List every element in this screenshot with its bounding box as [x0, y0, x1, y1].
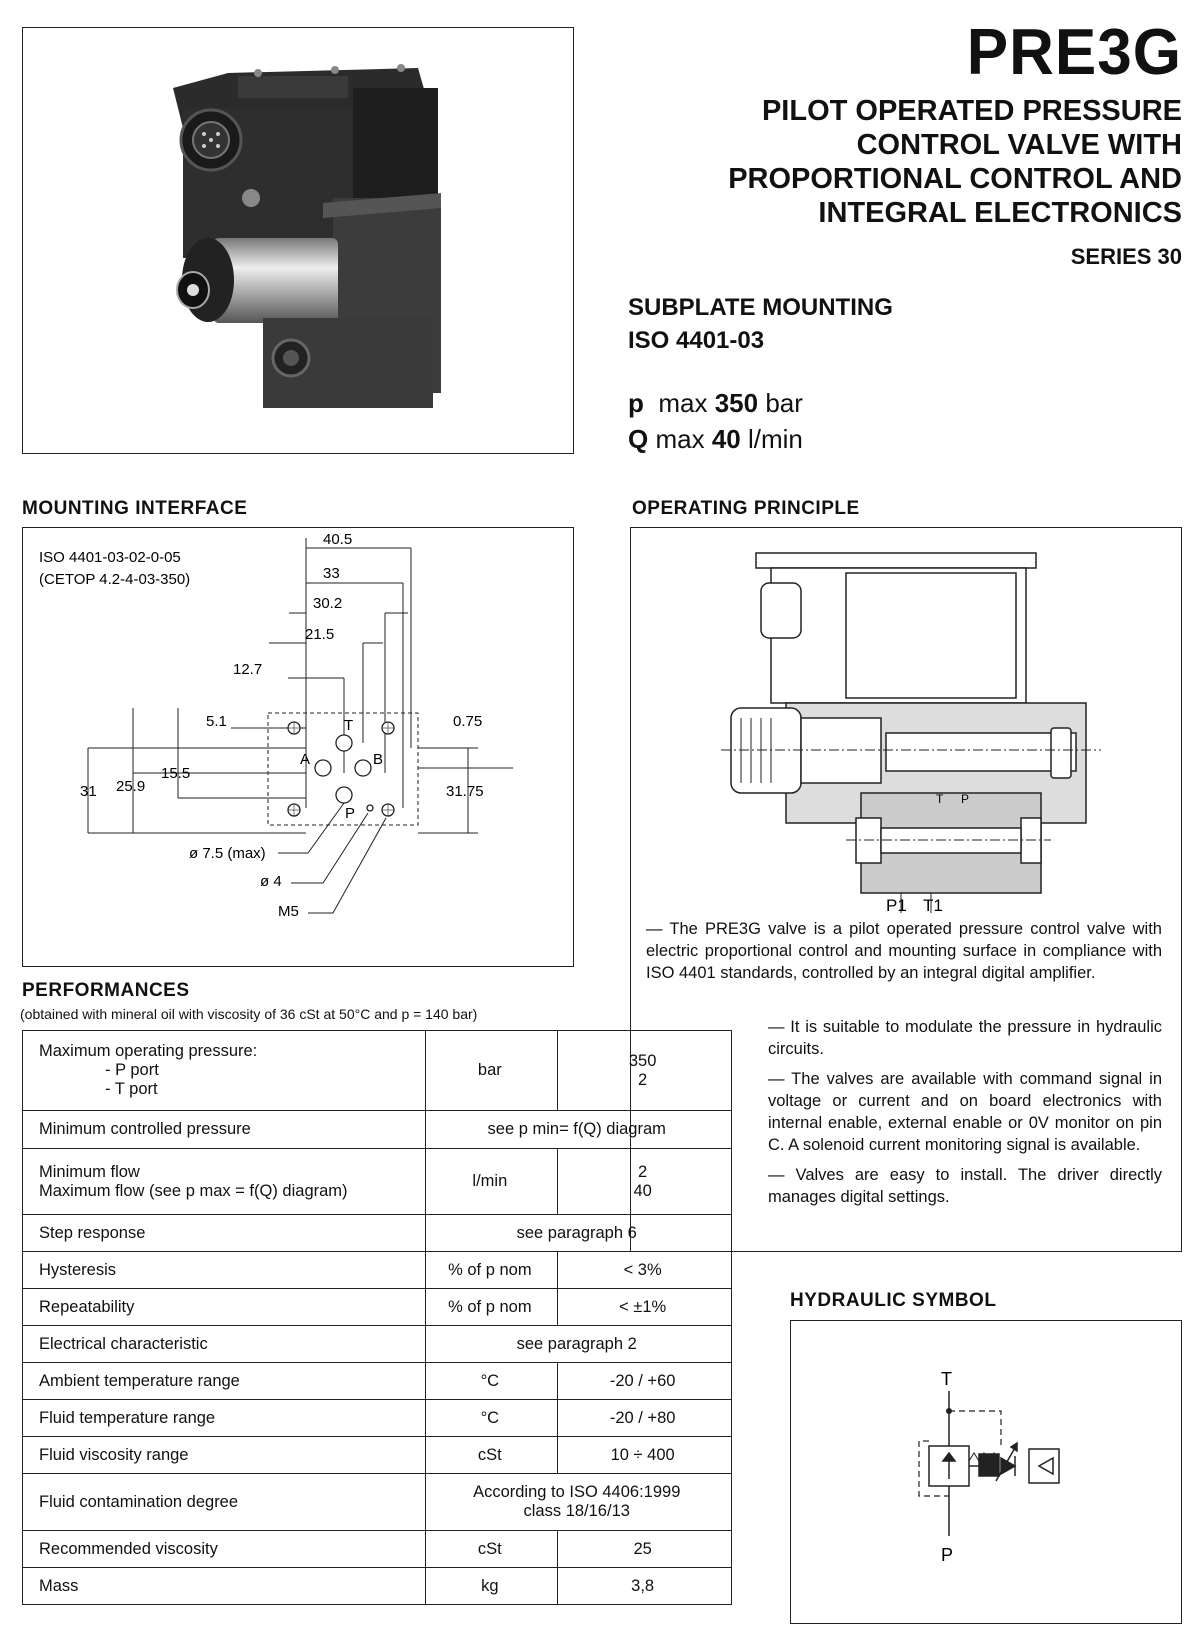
q-prefix: max	[655, 424, 705, 454]
row-unit: l/min	[426, 1149, 558, 1215]
dim-label: 25.9	[116, 778, 146, 795]
port-p-label: P	[345, 805, 356, 822]
row-value: < 3%	[558, 1252, 732, 1289]
row-label: Fluid contamination degree	[23, 1474, 426, 1531]
row-unit: °C	[426, 1363, 558, 1400]
q-symbol: Q	[628, 424, 649, 454]
row-value	[558, 1031, 732, 1111]
symbol-t-label: T	[941, 1369, 952, 1389]
dim-label: 31.75	[446, 783, 484, 800]
table-row	[23, 1326, 732, 1363]
valve-photo	[23, 28, 572, 452]
port-b-label: B	[373, 751, 384, 768]
port-p1-label: P1	[886, 896, 907, 915]
operating-principle-title: OPERATING PRINCIPLE	[632, 498, 860, 519]
port-t-label: T	[344, 717, 354, 734]
row-label: Fluid viscosity range	[23, 1437, 426, 1474]
row-unit: cSt	[426, 1531, 558, 1568]
pilot-p-label: P	[961, 792, 970, 806]
port-a-label: A	[300, 751, 311, 768]
series-label: SERIES 30	[1070, 244, 1182, 269]
hydraulic-symbol-frame	[790, 1320, 1182, 1624]
hydraulic-symbol-drawing	[791, 1321, 1180, 1622]
row-value-line: 2	[638, 1162, 648, 1181]
callout-thread: M5	[278, 903, 299, 920]
row-merged-value	[426, 1474, 732, 1531]
table-row	[23, 1289, 732, 1326]
table-row	[23, 1031, 732, 1111]
product-subtitle	[622, 94, 1182, 230]
dim-label: 31	[80, 783, 97, 800]
row-label: Recommended viscosity	[23, 1531, 426, 1568]
row-value: 10 ÷ 400	[558, 1437, 732, 1474]
table-row	[23, 1474, 732, 1531]
row-unit: % of p nom	[426, 1252, 558, 1289]
dim-label: 40.5	[323, 531, 353, 548]
product-photo-frame	[22, 27, 574, 454]
row-label-line: Maximum operating pressure:	[39, 1042, 258, 1060]
row-value: < ±1%	[558, 1289, 732, 1326]
row-unit: kg	[426, 1568, 558, 1605]
performances-note: (obtained with mineral oil with viscosity of 36 cSt at 50°C and p = 140 bar)	[20, 1006, 478, 1022]
performances-table	[22, 1030, 732, 1605]
row-label: Repeatability	[23, 1289, 426, 1326]
description-continued	[768, 1016, 1162, 1216]
row-unit: cSt	[426, 1437, 558, 1474]
row-unit: bar	[426, 1031, 558, 1111]
dim-label: 12.7	[233, 661, 263, 678]
description-paragraph: — It is suitable to modulate the pressure in hydraulic circuits.	[768, 1018, 1162, 1058]
p-value: 350	[714, 388, 759, 418]
row-value: -20 / +80	[558, 1400, 732, 1437]
product-model: PRE3G	[966, 16, 1182, 89]
mounting-standard: ISO 4401-03	[628, 327, 765, 354]
mounting-interface-title: MOUNTING INTERFACE	[22, 498, 248, 519]
std-code: ISO 4401-03-02-0-05	[39, 549, 181, 566]
flow-spec	[628, 424, 803, 455]
mounting-type: SUBPLATE MOUNTING	[628, 294, 893, 321]
q-value: 40	[711, 424, 741, 454]
subtitle-line: PILOT OPERATED PRESSURE	[761, 95, 1182, 127]
row-label: Minimum controlled pressure	[23, 1111, 426, 1149]
row-value-line: According to ISO 4406:1999	[473, 1483, 681, 1501]
description	[646, 918, 1162, 992]
table-row	[23, 1363, 732, 1400]
p-unit: bar	[765, 388, 803, 418]
row-label-line: - T port	[105, 1080, 158, 1098]
row-value-line: 350	[628, 1051, 657, 1070]
row-value-line: 2	[638, 1070, 648, 1089]
dim-label: 30.2	[313, 595, 343, 612]
table-row	[23, 1215, 732, 1252]
subtitle-line: INTEGRAL ELECTRONICS	[818, 197, 1182, 229]
pilot-t-label: T	[936, 792, 944, 806]
p-prefix: max	[658, 388, 708, 418]
q-unit: l/min	[747, 424, 803, 454]
row-value-line: class 18/16/13	[523, 1502, 630, 1520]
description-paragraph: — The valves are available with command signal in voltage or current and on board electronics with internal enable, external enable or 0V monitor on pin C. A solenoid current monitoring signal is available.	[768, 1070, 1162, 1154]
dim-label: 5.1	[206, 713, 227, 730]
row-label: Step response	[23, 1215, 426, 1252]
mounting-interface-frame	[22, 527, 574, 967]
row-merged-value: see paragraph 2	[426, 1326, 732, 1363]
callout-pin-diameter: ø 4	[260, 873, 282, 890]
row-label	[23, 1031, 426, 1111]
table-row	[23, 1149, 732, 1215]
row-label: Fluid temperature range	[23, 1400, 426, 1437]
row-value	[558, 1149, 732, 1215]
row-label: Ambient temperature range	[23, 1363, 426, 1400]
row-unit: °C	[426, 1400, 558, 1437]
table-row	[23, 1400, 732, 1437]
row-value: 3,8	[558, 1568, 732, 1605]
valve-section-drawing	[631, 528, 1180, 918]
pressure-spec	[628, 388, 803, 419]
subtitle-line: PROPORTIONAL CONTROL AND	[728, 163, 1182, 195]
description-paragraph: — The PRE3G valve is a pilot operated pressure control valve with electric proportional control and mounting surface in compliance with ISO 4401 standards, controlled by an integral digital amplifier.	[646, 920, 1162, 982]
table-row	[23, 1568, 732, 1605]
hydraulic-symbol-title: HYDRAULIC SYMBOL	[790, 1290, 997, 1311]
row-label: Hysteresis	[23, 1252, 426, 1289]
table-row	[23, 1252, 732, 1289]
description-paragraph: — Valves are easy to install. The driver directly manages digital settings.	[768, 1166, 1162, 1206]
mounting-drawing	[23, 528, 572, 965]
dim-label: 33	[323, 565, 340, 582]
dim-label: 15.5	[161, 765, 191, 782]
row-label	[23, 1149, 426, 1215]
performances-title: PERFORMANCES	[22, 980, 190, 1001]
table-row	[23, 1437, 732, 1474]
row-unit: % of p nom	[426, 1289, 558, 1326]
cetop-code: (CETOP 4.2-4-03-350)	[39, 571, 191, 588]
callout-hole-diameter: ø 7.5 (max)	[189, 845, 266, 862]
row-label: Mass	[23, 1568, 426, 1605]
row-value: 25	[558, 1531, 732, 1568]
port-t1-label: T1	[923, 896, 943, 915]
symbol-p-label: P	[941, 1545, 954, 1565]
row-value-line: 40	[633, 1181, 652, 1200]
p-symbol: p	[628, 388, 644, 418]
dim-label: 21.5	[305, 626, 335, 643]
row-label-line: - P port	[105, 1061, 159, 1079]
row-merged-value: see p min= f(Q) diagram	[426, 1111, 732, 1149]
table-row	[23, 1531, 732, 1568]
row-label-line: Minimum flow	[39, 1162, 140, 1181]
row-value: -20 / +60	[558, 1363, 732, 1400]
row-label-line: Maximum flow (see p max = f(Q) diagram)	[39, 1181, 348, 1200]
row-merged-value: see paragraph 6	[426, 1215, 732, 1252]
dim-label: 0.75	[453, 713, 483, 730]
row-label: Electrical characteristic	[23, 1326, 426, 1363]
table-row	[23, 1111, 732, 1149]
subtitle-line: CONTROL VALVE WITH	[856, 129, 1182, 161]
